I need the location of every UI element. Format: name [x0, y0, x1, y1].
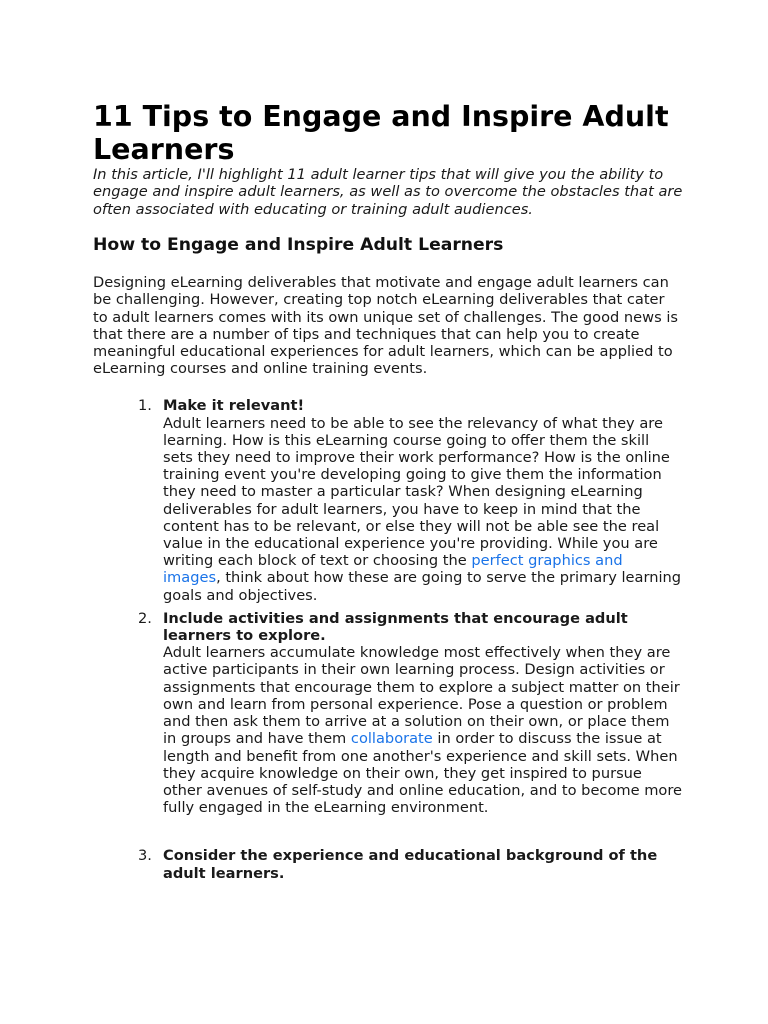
list-item — [93, 610, 683, 816]
list-item-body — [163, 415, 683, 604]
list-item-text: in order to discuss the issue at length and benefit from one another's experience and skill sets. When they acquire knowledge on their own, they get inspired to pursue other avenues of self-study and online education, and to become more fully engaged in the eLearning environment. — [163, 730, 683, 817]
list-item-text: Adult learners need to be able to see the relevancy of what they are learning. How is this eLearning course going to offer them the skill sets they need to improve their work performance? How is the online training event you're developing going to give them the information they need to master a particular task? When designing eLearning deliverables for adult learners, you have to keep in mind that the content has to be relevant, or else they will not be able see the real value in the educational experience you're providing. While you are writing each block of text or choosing the — [163, 414, 670, 570]
list-item-text: Adult learners accumulate knowledge most effectively when they are active participants in their own learning process. Design activities or assignments that encourage them to explore a subject matter on their own and learn from personal experience. Pose a question or problem and then ask them to arrive at a solution on their own, or place them in groups and have them — [163, 644, 680, 748]
list-item-number: 2. — [138, 609, 152, 627]
list-item-body — [163, 644, 683, 816]
collaborate-link[interactable]: collaborate — [350, 730, 433, 748]
article-intro: In this article, I'll highlight 11 adult learner tips that will give you the ability to engage and inspire adult learners, as well as to overcome the obstacles that are often associated with educating or training adult audiences. — [93, 166, 683, 218]
list-item-number: 3. — [138, 847, 152, 865]
list-item — [93, 397, 683, 603]
section-heading: How to Engage and Inspire Adult Learners — [93, 235, 504, 256]
list-item-number: 1. — [138, 397, 152, 415]
document-page — [93, 100, 683, 882]
perfect-graphics-link[interactable]: perfect graphics and images — [163, 552, 623, 587]
section-paragraph: Designing eLearning deliverables that motivate and engage adult learners can be challenging. However, creating top notch eLearning deliverables that cater to adult learners comes with its own unique set of challenges. The good news is that there are a number of tips and techniques that can help you to create meaningful educational experiences for adult learners, which can be applied to eLearning courses and online training events. — [93, 274, 678, 378]
list-item-title: Consider the experience and educational background of the adult learners. — [163, 847, 658, 882]
list-item — [93, 847, 683, 881]
list-item-title: Make it relevant! — [163, 397, 305, 415]
list-item-text: , think about how these are going to serve the primary learning goals and objectives. — [163, 569, 682, 604]
article-title: 11 Tips to Engage and Inspire Adult Learners — [93, 100, 669, 166]
tips-list — [93, 397, 683, 881]
list-item-title: Include activities and assignments that encourage adult learners to explore. — [163, 609, 628, 645]
